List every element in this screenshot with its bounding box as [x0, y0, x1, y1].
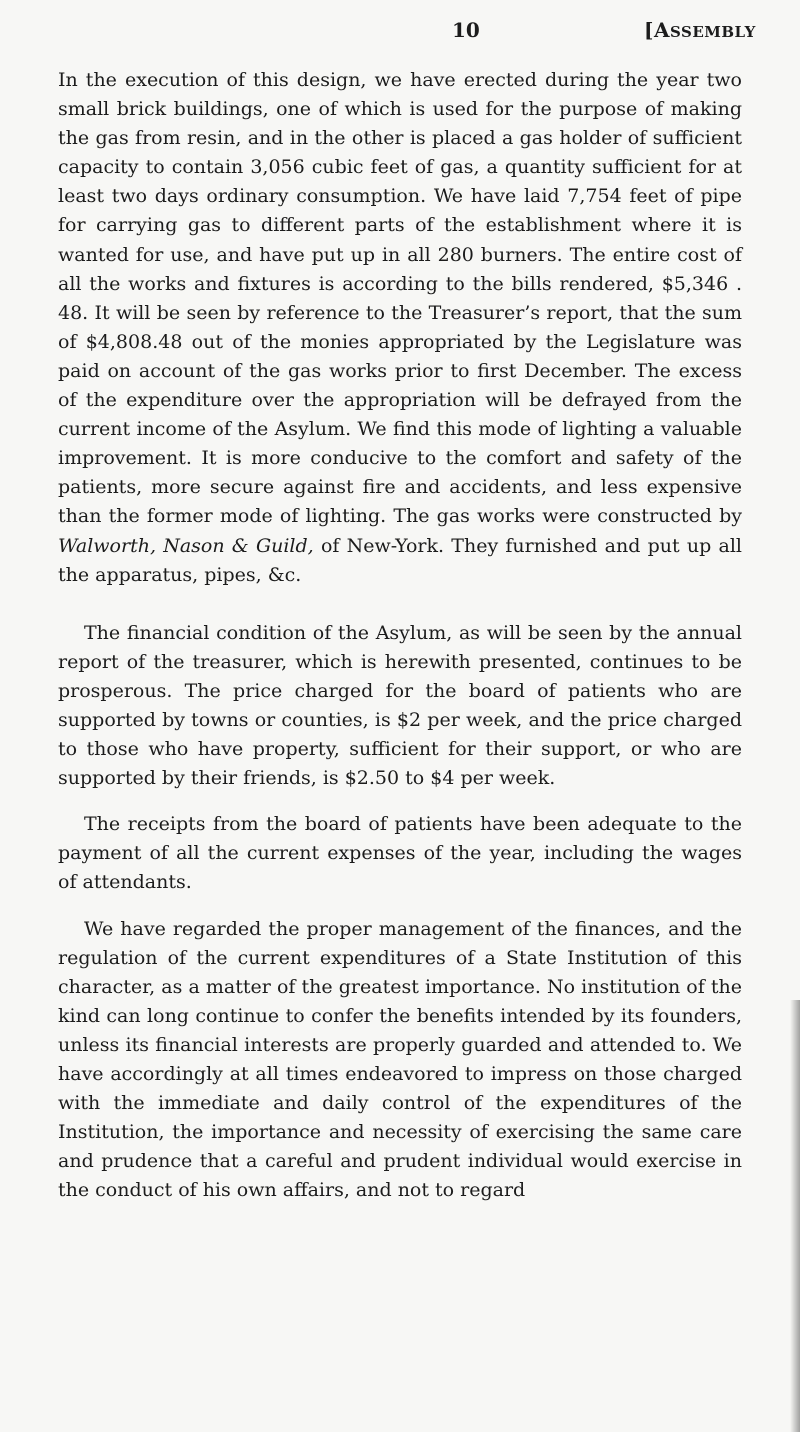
paragraph-gas-works-text-b: of New-York. They furnished and put up all the apparatus, pipes, &c. — [58, 534, 742, 586]
paragraph-gas-works — [58, 66, 742, 590]
running-head-rest: SSEMBLY — [670, 23, 756, 41]
body-text — [58, 66, 742, 1205]
page-number: 10 — [452, 18, 480, 42]
page-edge-shadow — [790, 1000, 800, 1432]
paragraph-finance-management: We have regarded the proper management of the finances, and the regulation of the current expenditures of a State Institution of this character, as a matter of the greatest importance. No institution of the kind can long continue to confer the benefits intended by its founders, unless its financial interests are properly guarded and attended to. We have accordingly at all times endeavored to impress on those charged with the immediate and daily control of the expenditures of the Institution, the importance and necessity of exercising the same care and prudence that a careful and prudent individual would exercise in the conduct of his own affairs, and not to regard — [58, 917, 742, 1202]
page-header — [58, 18, 756, 66]
paragraph-gas-works-text-a: In the execution of this design, we have erected during the year two small brick buildings, one of which is used for the purpose of making the gas from resin, and in the other is placed a gas holder of sufficient capacity to contain 3,056 cubic feet of gas, a quantity sufficient for at least two days ordinary consumption. We have laid 7,754 feet of pipe for carrying gas to different parts of the establishment where it is wanted for use, and have put up in all 280 burners. The entire cost of all the works and fixtures is according to the bills rendered, $5,346 . 48. It will be seen by reference to the Treasurer’s report, that the sum of $4,808.48 out of the monies appropriated by the Legislature was paid on account of the gas works prior to first December. The excess of the expenditure over the appropriation will be defrayed from the current income of the Asylum. We find this mode of lighting a valuable improvement. It is more conducive to the comfort and safety of the patients, more secure against fire and accidents, and less expensive than the former mode of lighting. The gas works were constructed by — [58, 69, 742, 528]
paragraph-financial-condition: The financial condition of the Asylum, as will be seen by the annual report of the treasurer, which is herewith presented, continues to be prosperous. The price charged for the board of patients who are supported by towns or counties, is $2 per week, and the price charged to those who have property, sufficient for their support, or who are supported by their friends, is $2.50 to $4 per week. — [58, 621, 742, 790]
paragraph-receipts: The receipts from the board of patients have been adequate to the payment of all the current expenses of the year, including the wages of attendants. — [58, 813, 742, 894]
contractor-firm-name: Walworth, Nason & Guild, — [58, 534, 314, 557]
running-head-bracket: [ — [644, 18, 654, 42]
running-head — [644, 18, 756, 42]
running-head-initial: A — [653, 18, 670, 42]
